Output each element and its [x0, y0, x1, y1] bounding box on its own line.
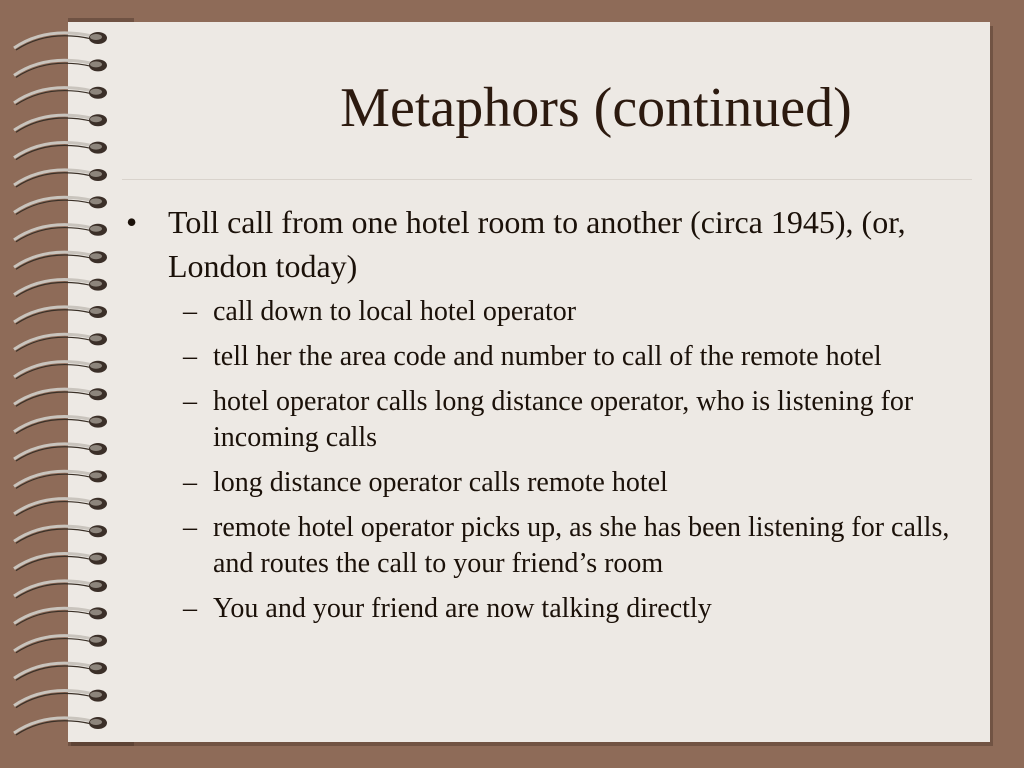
dash-marker: –	[183, 386, 197, 417]
sub-bullet-text: You and your friend are now talking directly	[213, 593, 712, 624]
dash-marker: –	[183, 467, 197, 498]
spiral-ring	[14, 607, 107, 625]
bullet-dot: •	[126, 204, 138, 240]
sub-bullet-item	[118, 294, 968, 330]
spiral-ring	[14, 142, 107, 160]
spiral-ring	[14, 553, 107, 571]
dash-marker: –	[183, 512, 197, 543]
sub-bullet-item	[118, 465, 968, 501]
spiral-ring	[14, 196, 107, 214]
spiral-ring	[14, 470, 107, 488]
spiral-ring	[14, 388, 107, 406]
spiral-ring	[14, 279, 107, 297]
sub-bullet-item	[118, 591, 968, 627]
sub-bullet-list	[118, 294, 968, 627]
sub-bullet-item	[118, 339, 968, 375]
dash-marker: –	[183, 296, 197, 327]
sub-bullet-item	[118, 510, 968, 582]
spiral-ring	[14, 32, 107, 50]
dash-marker: –	[183, 341, 197, 372]
main-bullet-text: Toll call from one hotel room to another (circa 1945), (or, London today)	[168, 204, 906, 284]
dash-marker: –	[183, 593, 197, 624]
spiral-ring	[14, 333, 107, 351]
spiral-ring	[14, 361, 107, 379]
spiral-ring	[14, 114, 107, 132]
main-bullet	[118, 200, 968, 288]
spiral-ring	[14, 306, 107, 324]
spiral-ring	[14, 580, 107, 598]
spiral-ring	[14, 690, 107, 708]
spiral-ring	[14, 87, 107, 105]
spiral-ring	[14, 59, 107, 77]
sub-bullet-text: hotel operator calls long distance operator, who is listening for incoming calls	[213, 386, 914, 453]
spiral-ring	[14, 498, 107, 516]
spiral-ring	[14, 443, 107, 461]
spiral-ring	[14, 717, 107, 735]
sub-bullet-text: tell her the area code and number to call of the remote hotel	[213, 341, 882, 372]
sub-bullet-text: remote hotel operator picks up, as she has been listening for calls, and routes the call to your friend’s room	[213, 512, 950, 579]
page-title: Metaphors (continued)	[340, 77, 852, 139]
title-divider	[122, 179, 972, 180]
spiral-ring	[14, 251, 107, 269]
sub-bullet-item	[118, 384, 968, 456]
spiral-ring	[14, 169, 107, 187]
spiral-ring	[14, 662, 107, 680]
spiral-ring	[14, 224, 107, 242]
sub-bullet-text: long distance operator calls remote hotel	[213, 467, 668, 498]
spiral-ring	[14, 525, 107, 543]
spiral-ring	[14, 416, 107, 434]
sub-bullet-text: call down to local hotel operator	[213, 296, 577, 327]
spiral-ring	[14, 635, 107, 653]
slide-content	[118, 200, 968, 636]
spiral-binding-icon	[6, 20, 116, 750]
